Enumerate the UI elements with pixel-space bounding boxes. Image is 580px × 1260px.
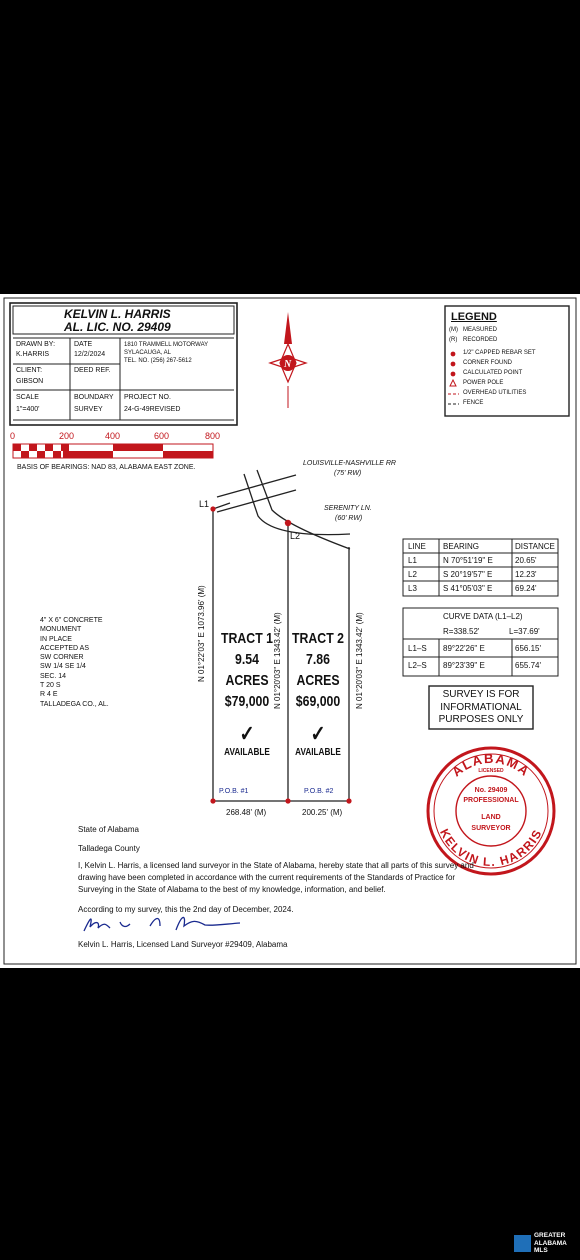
mls-line3: MLS xyxy=(534,1247,548,1254)
survey-note-line: INFORMATIONAL xyxy=(440,701,522,713)
legend-power-pole: POWER POLE xyxy=(463,380,504,386)
monument-line: SW CORNER xyxy=(40,654,84,662)
monument-line: SEC. 14 xyxy=(40,672,67,680)
monument-line: 4" X 6" CONCRETE xyxy=(40,617,103,624)
middle-line-label: N 01°20'03" E 1343.42' (M) xyxy=(273,612,282,709)
tract-2-status: AVAILABLE xyxy=(295,747,341,758)
svg-text:N: N xyxy=(284,359,292,370)
tract-2 xyxy=(289,628,346,760)
address-line2: SYLACAUGA, AL xyxy=(124,350,172,356)
legend-calculated-point: CALCULATED POINT xyxy=(463,370,523,376)
curve-table-cell: L1–S xyxy=(408,644,427,653)
west-line-label: N 01°22'03" E 1073.96' (M) xyxy=(197,585,206,682)
legend-symbol-measured: (M) xyxy=(449,327,458,333)
line-table-cell: L3 xyxy=(408,584,417,593)
rebar-set-symbol xyxy=(451,352,456,357)
east-line-label: N 01°20'03" E 1343.42' (M) xyxy=(355,612,364,709)
curve-table-cell: 89°23'39" E xyxy=(443,661,485,670)
curve-table-cell: 89°22'26" E xyxy=(443,644,485,653)
tract-1-name: TRACT 1 xyxy=(221,630,273,647)
cert-statement: I, Kelvin L. Harris, a licensed land surveyor in the State of Alabama, hereby state that all parts of this survey and drawing have been completed in accordance with the current requirements of the Standards of Practice for Surveying in the State of Alabama to the best of my knowledge, information, and belief. xyxy=(78,861,474,894)
drawn-by-value: K.HARRIS xyxy=(16,351,50,358)
tract-1-status: AVAILABLE xyxy=(224,747,270,758)
line-table-header-line: LINE xyxy=(408,542,426,551)
seal-number: No. 29409 xyxy=(474,787,508,794)
scale-tick-400: 400 xyxy=(105,431,121,441)
tract-1 xyxy=(218,628,275,760)
curve-table-cell: 656.15' xyxy=(515,644,541,653)
seal-bottom-text: KELVIN L. HARRIS xyxy=(437,826,545,870)
seal-top-text: ALABAMA xyxy=(448,750,534,780)
l1-label: L1 xyxy=(199,499,210,509)
line-table-cell: S 41°05'03" E xyxy=(443,584,493,593)
client-label: CLIENT: xyxy=(16,367,43,374)
monument-line: R 4 E xyxy=(40,691,58,699)
telephone: TEL. NO. (256) 267-5612 xyxy=(124,358,192,364)
seal-licensed: LICENSED xyxy=(478,768,504,774)
scale-tick-200: 200 xyxy=(59,431,75,441)
date-label: DATE xyxy=(74,341,93,348)
survey-note-line: SURVEY IS FOR xyxy=(442,689,520,700)
scale-tick-0: 0 xyxy=(10,431,16,441)
line-table-header-bearing: BEARING xyxy=(443,542,480,551)
scale-tick-800: 800 xyxy=(205,431,221,441)
tract-1-acres: 9.54 xyxy=(235,651,259,668)
scale-tick-600: 600 xyxy=(154,431,170,441)
monument-line: SW 1/4 SE 1/4 xyxy=(40,663,86,671)
legend-title: LEGEND xyxy=(451,311,497,323)
line-table-cell: N 70°51'19" E xyxy=(443,556,493,565)
scale-label: SCALE xyxy=(16,394,39,401)
legend-overhead-utilities: OVERHEAD UTILITIES xyxy=(463,390,527,396)
scale-bar xyxy=(13,444,213,458)
mls-logo-icon xyxy=(514,1235,531,1252)
corner-found-symbol xyxy=(451,362,456,367)
project-value: 24-G-49REVISED xyxy=(124,406,181,413)
tract-2-acres: 7.86 xyxy=(306,651,330,668)
seal xyxy=(428,748,554,874)
signature-mark xyxy=(84,917,240,931)
pob2-point xyxy=(285,798,290,803)
survey-note xyxy=(429,689,533,727)
line-table-cell: 69.24' xyxy=(515,584,537,593)
cert-according: According to my survey, this the 2nd day of December, 2024. xyxy=(78,905,294,914)
l1-point xyxy=(210,506,215,511)
legend-fence: FENCE xyxy=(463,400,484,406)
mls-watermark xyxy=(514,1232,578,1256)
survey-type-line1: BOUNDARY xyxy=(74,394,114,401)
curve-table-title: CURVE DATA (L1–L2) xyxy=(443,612,523,621)
mls-line1: GREATER xyxy=(534,1232,566,1239)
l2-point xyxy=(285,520,291,526)
legend-symbol-recorded: (R) xyxy=(449,337,458,343)
cert-state: State of Alabama xyxy=(78,825,139,834)
tract-2-acres-label: ACRES xyxy=(296,672,340,689)
address-line1: 1810 TRAMMELL MOTORWAY xyxy=(124,342,209,348)
scale-value: 1"=400' xyxy=(16,406,40,413)
monument-line: IN PLACE xyxy=(40,635,72,643)
monument-line: T 20 S xyxy=(40,682,61,690)
legend-corner-found: CORNER FOUND xyxy=(463,360,512,366)
cert-county: Talladega County xyxy=(78,844,140,853)
legend-symbols xyxy=(448,352,459,404)
client-value: GIBSON xyxy=(16,378,44,385)
line-table-cell: L2 xyxy=(408,570,417,579)
curve-table-cell: L2–S xyxy=(408,661,427,670)
project-label: PROJECT NO. xyxy=(124,394,171,401)
legend-recorded: RECORDED xyxy=(463,337,498,343)
pob2-label: P.O.B. #2 xyxy=(304,788,334,795)
tract-1-price: $79,000 xyxy=(224,693,270,710)
south-line-tract1: 268.48' (M) xyxy=(226,808,267,817)
legend-measured: MEASURED xyxy=(463,327,498,333)
line-table-cell: 12.23' xyxy=(515,570,537,579)
date-value: 12/2/2024 xyxy=(74,351,106,358)
survey-note-line: PURPOSES ONLY xyxy=(438,714,524,725)
line-table-header-distance: DISTANCE xyxy=(515,542,555,551)
curve-radius: R=338.52' xyxy=(443,627,480,636)
seal-land: LAND xyxy=(481,814,501,821)
mls-line2: ALABAMA xyxy=(534,1239,567,1247)
survey-type-line2: SURVEY xyxy=(74,406,103,413)
l2-label: L2 xyxy=(290,531,301,541)
surveyor-name: KELVIN L. HARRIS xyxy=(64,307,171,321)
seal-surveyor: SURVEYOR xyxy=(471,825,511,832)
tract-1-acres-label: ACRES xyxy=(225,672,269,689)
pob1-point xyxy=(210,798,215,803)
monument-note xyxy=(40,616,109,709)
pob1-label: P.O.B. #1 xyxy=(219,788,249,795)
calculated-point-symbol xyxy=(451,372,456,377)
curve-table-cell: 655.74' xyxy=(515,661,541,670)
check-icon: ✓ xyxy=(310,721,326,746)
power-pole-symbol xyxy=(450,380,456,386)
lane-name: SERENITY LN. xyxy=(324,505,372,512)
monument-line: MONUMENT xyxy=(40,626,82,634)
south-line-tract2: 200.25' (M) xyxy=(302,808,343,817)
curve-length: L=37.69' xyxy=(509,627,540,636)
monument-line: ACCEPTED AS xyxy=(40,644,90,652)
tract-2-price: $69,000 xyxy=(295,693,341,710)
survey-sheet xyxy=(0,294,580,968)
cert-signer: Kelvin L. Harris, Licensed Land Surveyor #29409, Alabama xyxy=(78,940,288,949)
deed-ref-label: DEED REF. xyxy=(74,367,111,374)
line-table-cell: L1 xyxy=(408,556,417,565)
railroad-rw: (75' RW) xyxy=(334,470,362,477)
north-arrow xyxy=(270,312,306,408)
lane-rw: (60' RW) xyxy=(335,515,363,522)
se-corner-point xyxy=(346,798,351,803)
monument-line: TALLADEGA CO., AL. xyxy=(40,700,109,708)
railroad-name: LOUISVILLE-NASHVILLE RR xyxy=(303,460,396,467)
check-icon: ✓ xyxy=(239,721,255,746)
license-number: AL. LIC. NO. 29409 xyxy=(64,320,171,334)
drawn-by-label: DRAWN BY: xyxy=(16,341,56,348)
line-table-cell: 20.65' xyxy=(515,556,537,565)
legend-rebar-set: 1/2" CAPPED REBAR SET xyxy=(463,350,536,356)
tract-2-name: TRACT 2 xyxy=(292,630,344,647)
seal-professional: PROFESSIONAL xyxy=(463,797,519,804)
basis-of-bearings: BASIS OF BEARINGS: NAD 83, ALABAMA EAST ZONE. xyxy=(17,464,196,471)
line-table-cell: S 20°19'57" E xyxy=(443,570,493,579)
